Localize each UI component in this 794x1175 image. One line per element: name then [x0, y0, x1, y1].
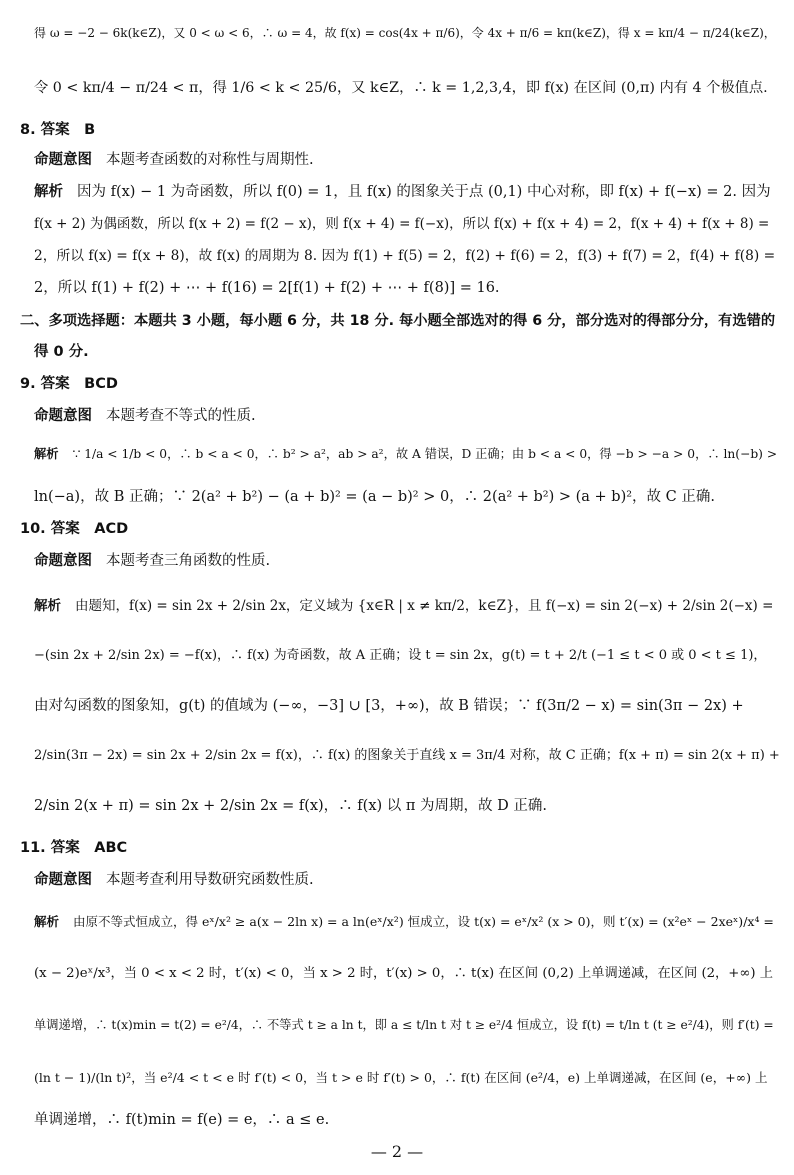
text-line: 得 ω = −2 − 6k(k∈Z)，又 0 < ω < 6，∴ ω = 4，故 f(x) = cos(4x + π/6)，令 4x + π/6 = kπ(k∈Z)，得 x = kπ/4 − π/24(k∈Z)， — [34, 26, 776, 40]
solution-text: 由原不等式恒成立，得 eˣ/x² ≥ a(x − 2ln x) = a ln(eˣ/x²) 恒成立，设 t(x) = eˣ/x² (x > 0)，则 t′(x) = (x²eˣ − 2xeˣ)/x⁴ = — [73, 914, 774, 929]
solution-text: 因为 f(x) − 1 为奇函数，所以 f(0) = 1，且 f(x) 的图象关于点 (0,1) 中心对称，即 f(x) + f(−x) = 2. 因为 — [77, 184, 771, 200]
solution-line — [34, 914, 774, 929]
solution-line — [34, 598, 773, 614]
solution-label: 解析 — [34, 914, 60, 929]
section-heading-cont: 得 0 分. — [34, 344, 89, 360]
intent-line — [34, 408, 256, 425]
text-line: (ln t − 1)/(ln t)²，当 e²/4 < t < e 时 f′(t) < 0，当 t > e 时 f′(t) > 0，∴ f(t) 在区间 (e²/4，e) 上单调递减，在区间 (e，+∞) 上 — [34, 1070, 768, 1085]
intent-text: 本题考查函数的对称性与周期性. — [106, 152, 314, 168]
text-line: 由对勾函数的图象知，g(t) 的值域为 (−∞，−3] ∪ [3，+∞)，故 B 错误；∵ f(3π/2 − x) = sin(3π − 2x) + — [34, 698, 744, 714]
text-line: 2，所以 f(x) = f(x + 8)，故 f(x) 的周期为 8. 因为 f(1) + f(5) = 2，f(2) + f(6) = 2，f(3) + f(7) = 2，f(4) + f(8) = — [34, 248, 776, 264]
intent-label: 命题意图 — [34, 152, 92, 168]
intent-line — [34, 872, 314, 889]
text-line: 2/sin 2(x + π) = sin 2x + 2/sin 2x = f(x)，∴ f(x) 以 π 为周期，故 D 正确. — [34, 798, 547, 814]
intent-line — [34, 553, 270, 570]
text-line: 2，所以 f(1) + f(2) + ⋯ + f(16) = 2[f(1) + f(2) + ⋯ + f(8)] = 16. — [34, 280, 500, 296]
answer-heading-9: 9. 答案 BCD — [20, 376, 118, 392]
intent-text: 本题考查利用导数研究函数性质. — [106, 872, 314, 888]
text-line: −(sin 2x + 2/sin 2x) = −f(x)，∴ f(x) 为奇函数，故 A 正确；设 t = sin 2x，g(t) = t + 2/t (−1 ≤ t < 0 或 0 < t ≤ 1)， — [34, 648, 767, 663]
intent-label: 命题意图 — [34, 408, 92, 424]
solution-text: 由题知，f(x) = sin 2x + 2/sin 2x，定义域为 {x∈R | x ≠ kπ/2，k∈Z}，且 f(−x) = sin 2(−x) + 2/sin 2(−x) = — [75, 598, 774, 614]
intent-label: 命题意图 — [34, 872, 92, 888]
solution-line — [34, 447, 777, 462]
answer-heading-10: 10. 答案 ACD — [20, 521, 129, 537]
section-heading: 二、多项选择题：本题共 3 小题，每小题 6 分，共 18 分. 每小题全部选对的得 6 分，部分选对的得部分分，有选错的 — [20, 313, 776, 329]
text-line: 令 0 < kπ/4 − π/24 < π，得 1/6 < k < 25/6，又 k∈Z，∴ k = 1,2,3,4，即 f(x) 在区间 (0,π) 内有 4 个极值点. — [34, 80, 768, 96]
intent-line — [34, 152, 314, 169]
text-line: f(x + 2) 为偶函数，所以 f(x + 2) = f(2 − x)，则 f(x + 4) = f(−x)，所以 f(x) + f(x + 4) = 2，f(x + 4) + f(x + 8) = — [34, 216, 770, 232]
solution-label: 解析 — [34, 184, 63, 200]
solution-label: 解析 — [34, 598, 61, 614]
solution-text: ∵ 1/a < 1/b < 0，∴ b < a < 0，∴ b² > a²，ab > a²，故 A 错误，D 正确；由 b < a < 0，得 −b > −a > 0，∴ ln(−b) > — [72, 447, 778, 461]
text-line: (x − 2)eˣ/x³，当 0 < x < 2 时，t′(x) < 0，当 x > 2 时，t′(x) > 0，∴ t(x) 在区间 (0,2) 上单调递减，在区间 (2，+∞) 上 — [34, 966, 774, 981]
page-number: — 2 — — [370, 1142, 424, 1161]
solution-label: 解析 — [34, 447, 59, 461]
intent-label: 命题意图 — [34, 553, 92, 569]
text-line: ln(−a)，故 B 正确；∵ 2(a² + b²) − (a + b)² = (a − b)² > 0，∴ 2(a² + b²) > (a + b)²，故 C 正确. — [34, 489, 715, 505]
text-line: 2/sin(3π − 2x) = sin 2x + 2/sin 2x = f(x)，∴ f(x) 的图象关于直线 x = 3π/4 对称，故 C 正确；f(x + π) = sin 2(x + π) + — [34, 748, 780, 763]
answer-heading-11: 11. 答案 ABC — [20, 840, 128, 856]
solution-line — [34, 184, 771, 201]
intent-text: 本题考查三角函数的性质. — [106, 553, 271, 569]
text-line: 单调递增，∴ f(t)min = f(e) = e，∴ a ≤ e. — [34, 1112, 330, 1128]
text-line: 单调递增，∴ t(x)min = t(2) = e²/4，∴ 不等式 t ≥ a ln t，即 a ≤ t/ln t 对 t ≥ e²/4 恒成立，设 f(t) = t/ln t (t ≥ e²/4)，则 f′(t) = — [34, 1018, 774, 1032]
intent-text: 本题考查不等式的性质. — [106, 408, 256, 424]
answer-heading-8: 8. 答案 B — [20, 122, 96, 138]
